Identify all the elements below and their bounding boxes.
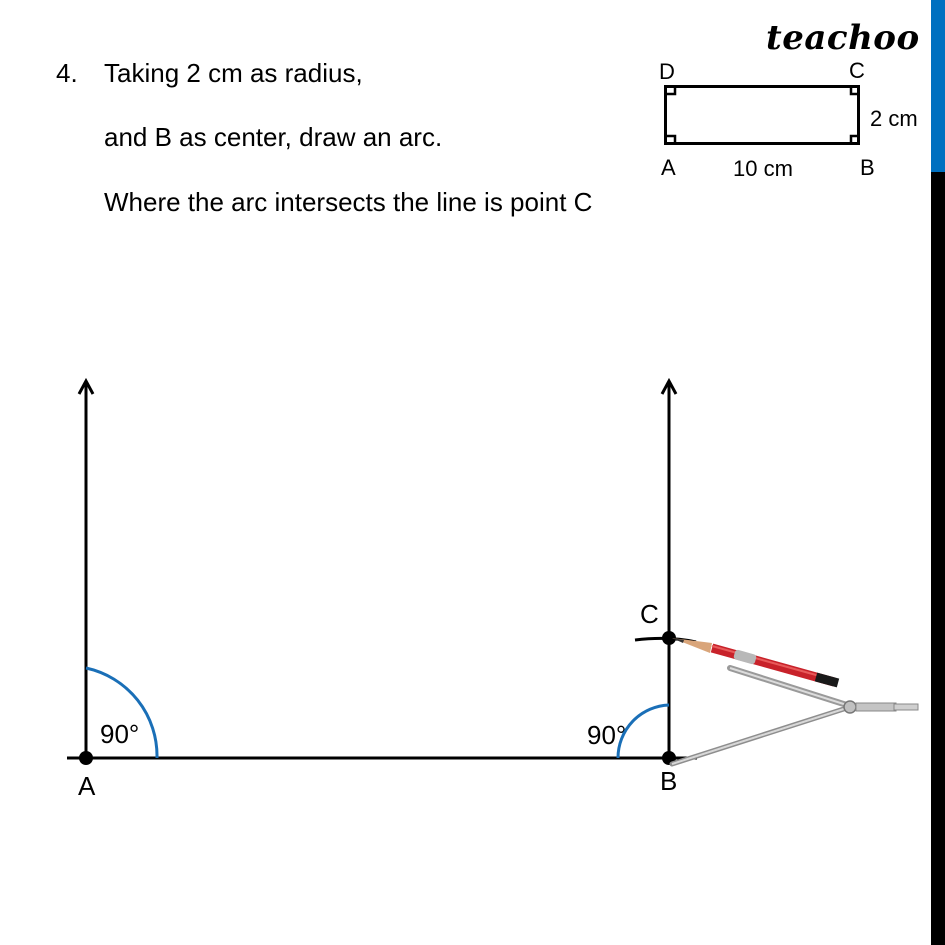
angle-arc-a [86, 668, 157, 758]
instruction-line-1: Taking 2 cm as radius, [104, 58, 363, 88]
angle-label-b: 90° [587, 720, 627, 750]
ref-label-a: A [661, 155, 676, 180]
instruction-line-3: Where the arc intersects the line is point C [104, 187, 593, 217]
teachoo-logo: teachoo [766, 18, 920, 58]
angle-arc-b [618, 705, 669, 758]
reference-rectangle [666, 86, 859, 144]
ref-height-label: 2 cm [870, 106, 918, 131]
ref-label-d: D [659, 59, 675, 84]
ref-label-c: C [849, 58, 865, 83]
point-label-c: C [640, 599, 659, 629]
point-c-dot [662, 631, 676, 645]
instruction-line-2: and B as center, draw an arc. [104, 122, 443, 152]
compass-icon [672, 638, 918, 764]
angle-label-a: 90° [100, 719, 140, 749]
point-label-a: A [78, 771, 96, 801]
perpendicular-at-b [662, 381, 676, 758]
point-a-dot [79, 751, 93, 765]
ref-label-b: B [860, 155, 875, 180]
perpendicular-at-a [79, 381, 93, 758]
step-number: 4. [56, 58, 78, 88]
ref-width-label: 10 cm [733, 156, 793, 181]
point-label-b: B [660, 766, 678, 796]
